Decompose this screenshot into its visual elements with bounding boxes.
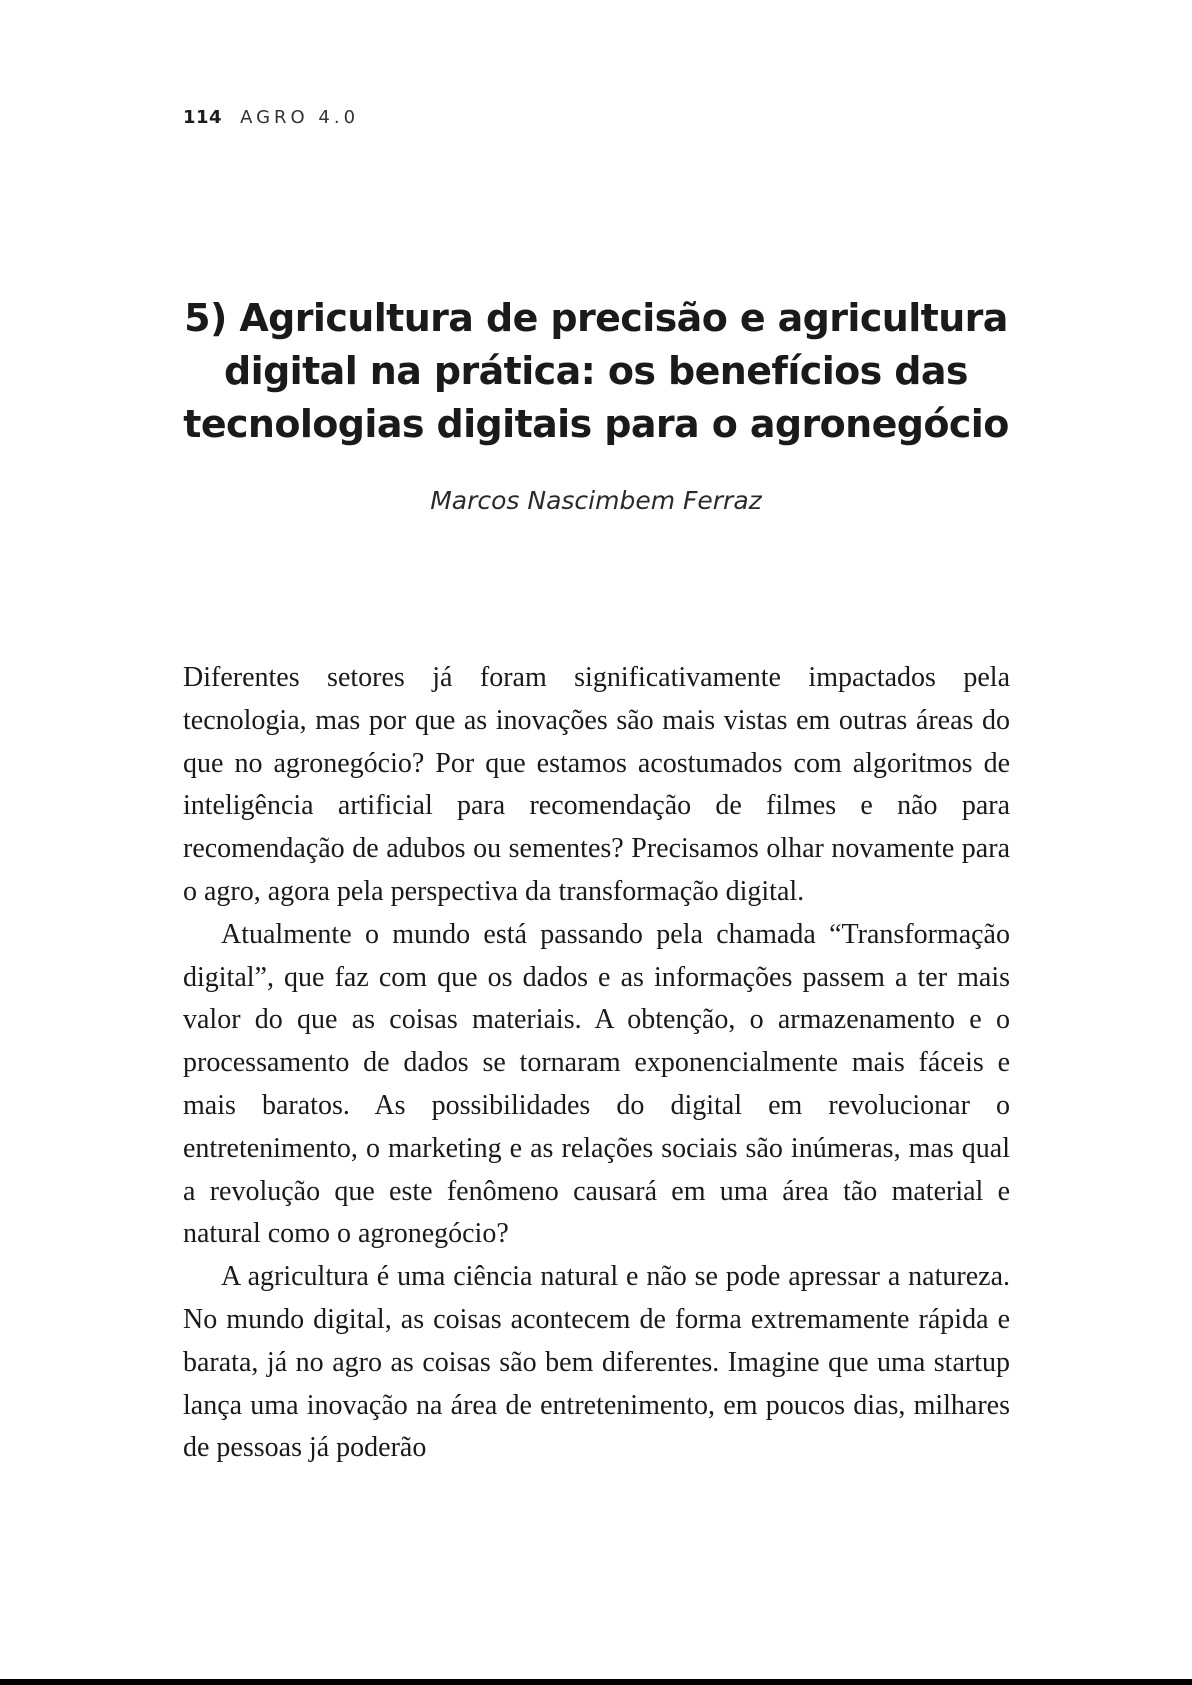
paragraph: Atualmente o mundo está passando pela chamada “Transformação digital”, que faz com que os dados e as informações passem a ter mais valor do que as coisas materiais. A obtenção, o armazenamento e o processamento de dados se tornaram exponencialmente mais fáceis e mais baratos. As possibilidades do digital em revolucionar o entretenimento, o marketing e as relações sociais são inúmeras, mas qual a revolução que este fenômeno causará em uma área tão material e natural como o agronegócio? [183, 918, 1010, 1250]
page-number: 114 [183, 107, 223, 128]
chapter-title-line: tecnologias digitais para o agronegócio [183, 402, 1009, 446]
chapter-title-line: digital na prática: os benefícios das [224, 349, 968, 393]
bottom-edge-rule [0, 1679, 1192, 1685]
chapter-title [150, 292, 1042, 451]
running-header [183, 106, 359, 130]
paragraph: A agricultura é uma ciência natural e não se pode apressar a natureza. No mundo digital, as coisas acontecem de forma extremamente rápida e barata, já no agro as coisas são bem diferentes. Imagine que uma startup lança uma inovação na área de entretenimento, em poucos dias, milhares de pessoas já poderão [183, 1261, 1010, 1464]
paragraph: Diferentes setores já foram significativamente impactados pela tecnologia, mas por que as inovações são mais vistas em outras áreas do que no agronegócio? Por que estamos acostumados com algoritmos de inteligência artificial para recomendação de filmes e não para recomendação de adubos ou sementes? Precisamos olhar novamente para o agro, agora pela perspectiva da transformação digital. [183, 662, 1010, 907]
book-title: AGRO 4.0 [240, 107, 360, 128]
chapter-author: Marcos Nascimbem Ferraz [430, 486, 762, 515]
body-text [183, 657, 1010, 1470]
chapter-title-line: 5) Agricultura de precisão e agricultura [184, 296, 1008, 340]
